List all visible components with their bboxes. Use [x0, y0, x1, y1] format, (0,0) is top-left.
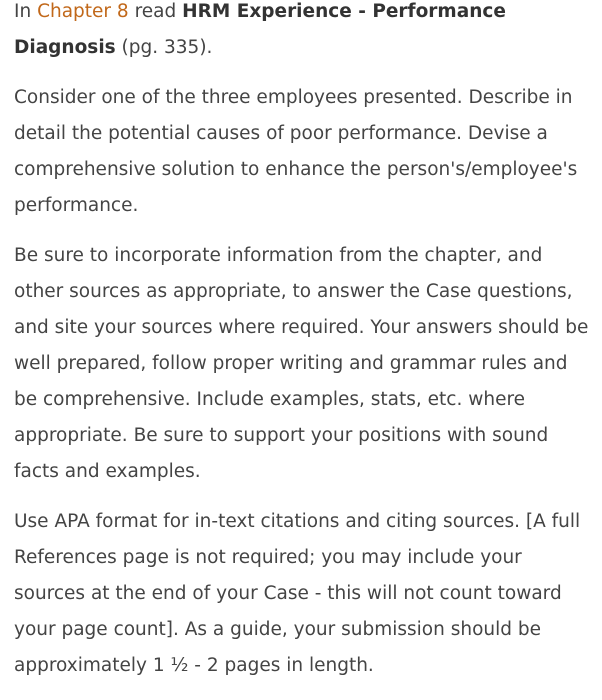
case-title-part-1: HRM Experience - Performance — [182, 1, 506, 22]
instructions-paragraph-2: Be sure to incorporate information from the chapter, and other sources as appropriate, to answer the Case questions, and site your sources where required. Your answers should be well prepared, follow proper writing and grammar rules and be comprehensive. Include examples, stats, etc. where appropriate. Be sure to support your positions with sound facts and examples. — [14, 245, 589, 482]
chapter-link[interactable]: Chapter 8 — [37, 1, 129, 22]
page-reference: (pg. 335). — [115, 37, 213, 58]
case-title-part-2: Diagnosis — [14, 37, 116, 58]
intro-prefix: In — [14, 1, 38, 22]
instructions-paragraph-3: Use APA format for in-text citations and citing sources. [A full References page is not required; you may include your sources at the end of your Case - this will not count toward your page count]. As a guide, your submission should be approximately 1 ½ - 2 pages in length. — [14, 511, 581, 676]
assignment-instructions — [14, 0, 594, 698]
instructions-paragraph-1: Consider one of the three employees presented. Describe in detail the potential causes of poor performance. Devise a comprehensive solution to enhance the person's/employee's performance. — [14, 87, 578, 216]
intro-paragraph — [14, 0, 594, 66]
intro-read-text: read — [128, 1, 183, 22]
